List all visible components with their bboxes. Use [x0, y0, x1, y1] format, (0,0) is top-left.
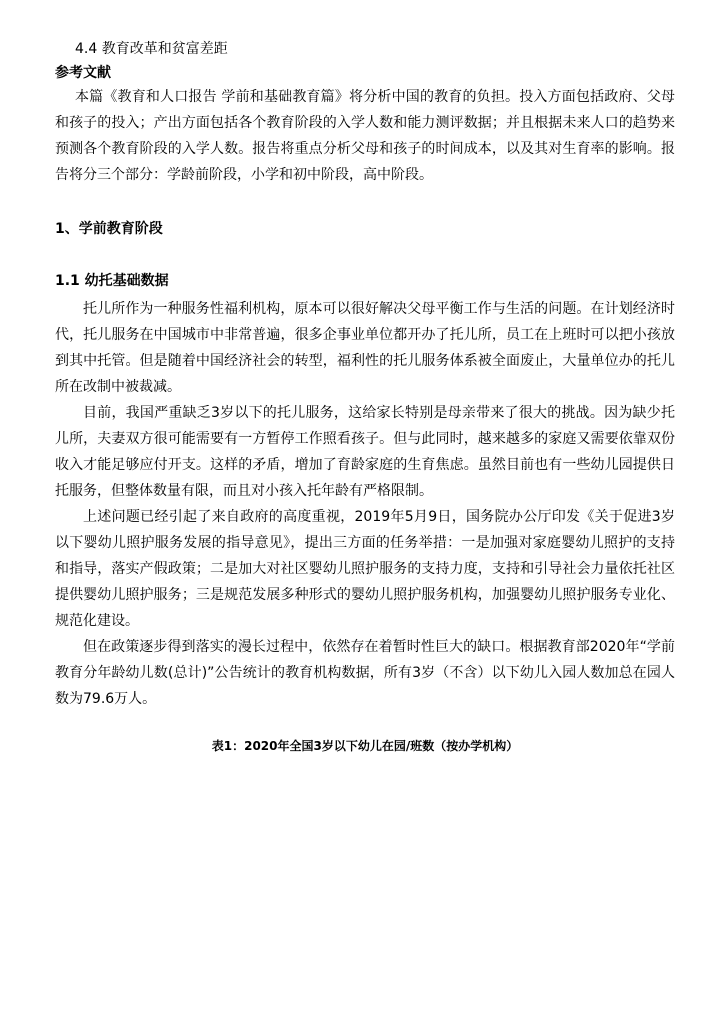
references-intro-paragraph: 本篇《教育和人口报告 学前和基础教育篇》将分析中国的教育的负担。投入方面包括政府、父母和孩子的投入；产出方面包括各个教育阶段的入学人数和能力测评数据；并且根据未来人口的趋势来预测各个教育阶段的入学人数。报告将重点分析父母和孩子的时间成本，以及其对生育率的影响。报告将分三个部分：学龄前阶段，小学和初中阶段，高中阶段。	[55, 89, 675, 183]
section-1-1-heading: 1.1 幼托基础数据	[55, 273, 169, 289]
toc-item-4-4[interactable]: 4.4 教育改革和贫富差距	[75, 41, 228, 57]
section-1-heading: 1、学前教育阶段	[55, 221, 163, 237]
body-paragraph-1: 托儿所作为一种服务性福利机构，原本可以很好解决父母平衡工作与生活的问题。在计划经济时代，托儿服务在中国城市中非常普遍，很多企事业单位都开办了托儿所，员工在上班时可以把小孩放到其中托管。但是随着中国经济社会的转型，福利性的托儿服务体系被全面废止，大量单位办的托儿所在改制中被裁减。	[55, 301, 675, 395]
table-1-caption: 表1：2020年全国3岁以下幼儿在园/班数（按办学机构）	[211, 739, 519, 753]
body-paragraph-4: 但在政策逐步得到落实的漫长过程中，依然存在着暂时性巨大的缺口。根据教育部2020年“学前教育分年龄幼儿数(总计)”公告统计的教育机构数据，所有3岁（不含）以下幼儿入园人数加总在园人数为79.6万人。	[55, 639, 675, 707]
document-page	[55, 38, 675, 756]
body-paragraph-3: 上述问题已经引起了来自政府的高度重视，2019年5月9日，国务院办公厅印发《关于促进3岁以下婴幼儿照护服务发展的指导意见》，提出三方面的任务举措：一是加强对家庭婴幼儿照护的支持和指导，落实产假政策；二是加大对社区婴幼儿照护服务的支持力度，支持和引导社会力量依托社区提供婴幼儿照护服务；三是规范发展多种形式的婴幼儿照护服务机构，加强婴幼儿照护服务专业化、规范化建设。	[55, 509, 675, 629]
references-heading: 参考文献	[55, 65, 111, 81]
body-paragraph-2: 目前，我国严重缺乏3岁以下的托儿服务，这给家长特别是母亲带来了很大的挑战。因为缺少托儿所，夫妻双方很可能需要有一方暂停工作照看孩子。但与此同时，越来越多的家庭又需要依靠双份收入才能足够应付开支。这样的矛盾，增加了育龄家庭的生育焦虑。虽然目前也有一些幼儿园提供日托服务，但整体数量有限，而且对小孩入托年龄有严格限制。	[55, 405, 675, 499]
